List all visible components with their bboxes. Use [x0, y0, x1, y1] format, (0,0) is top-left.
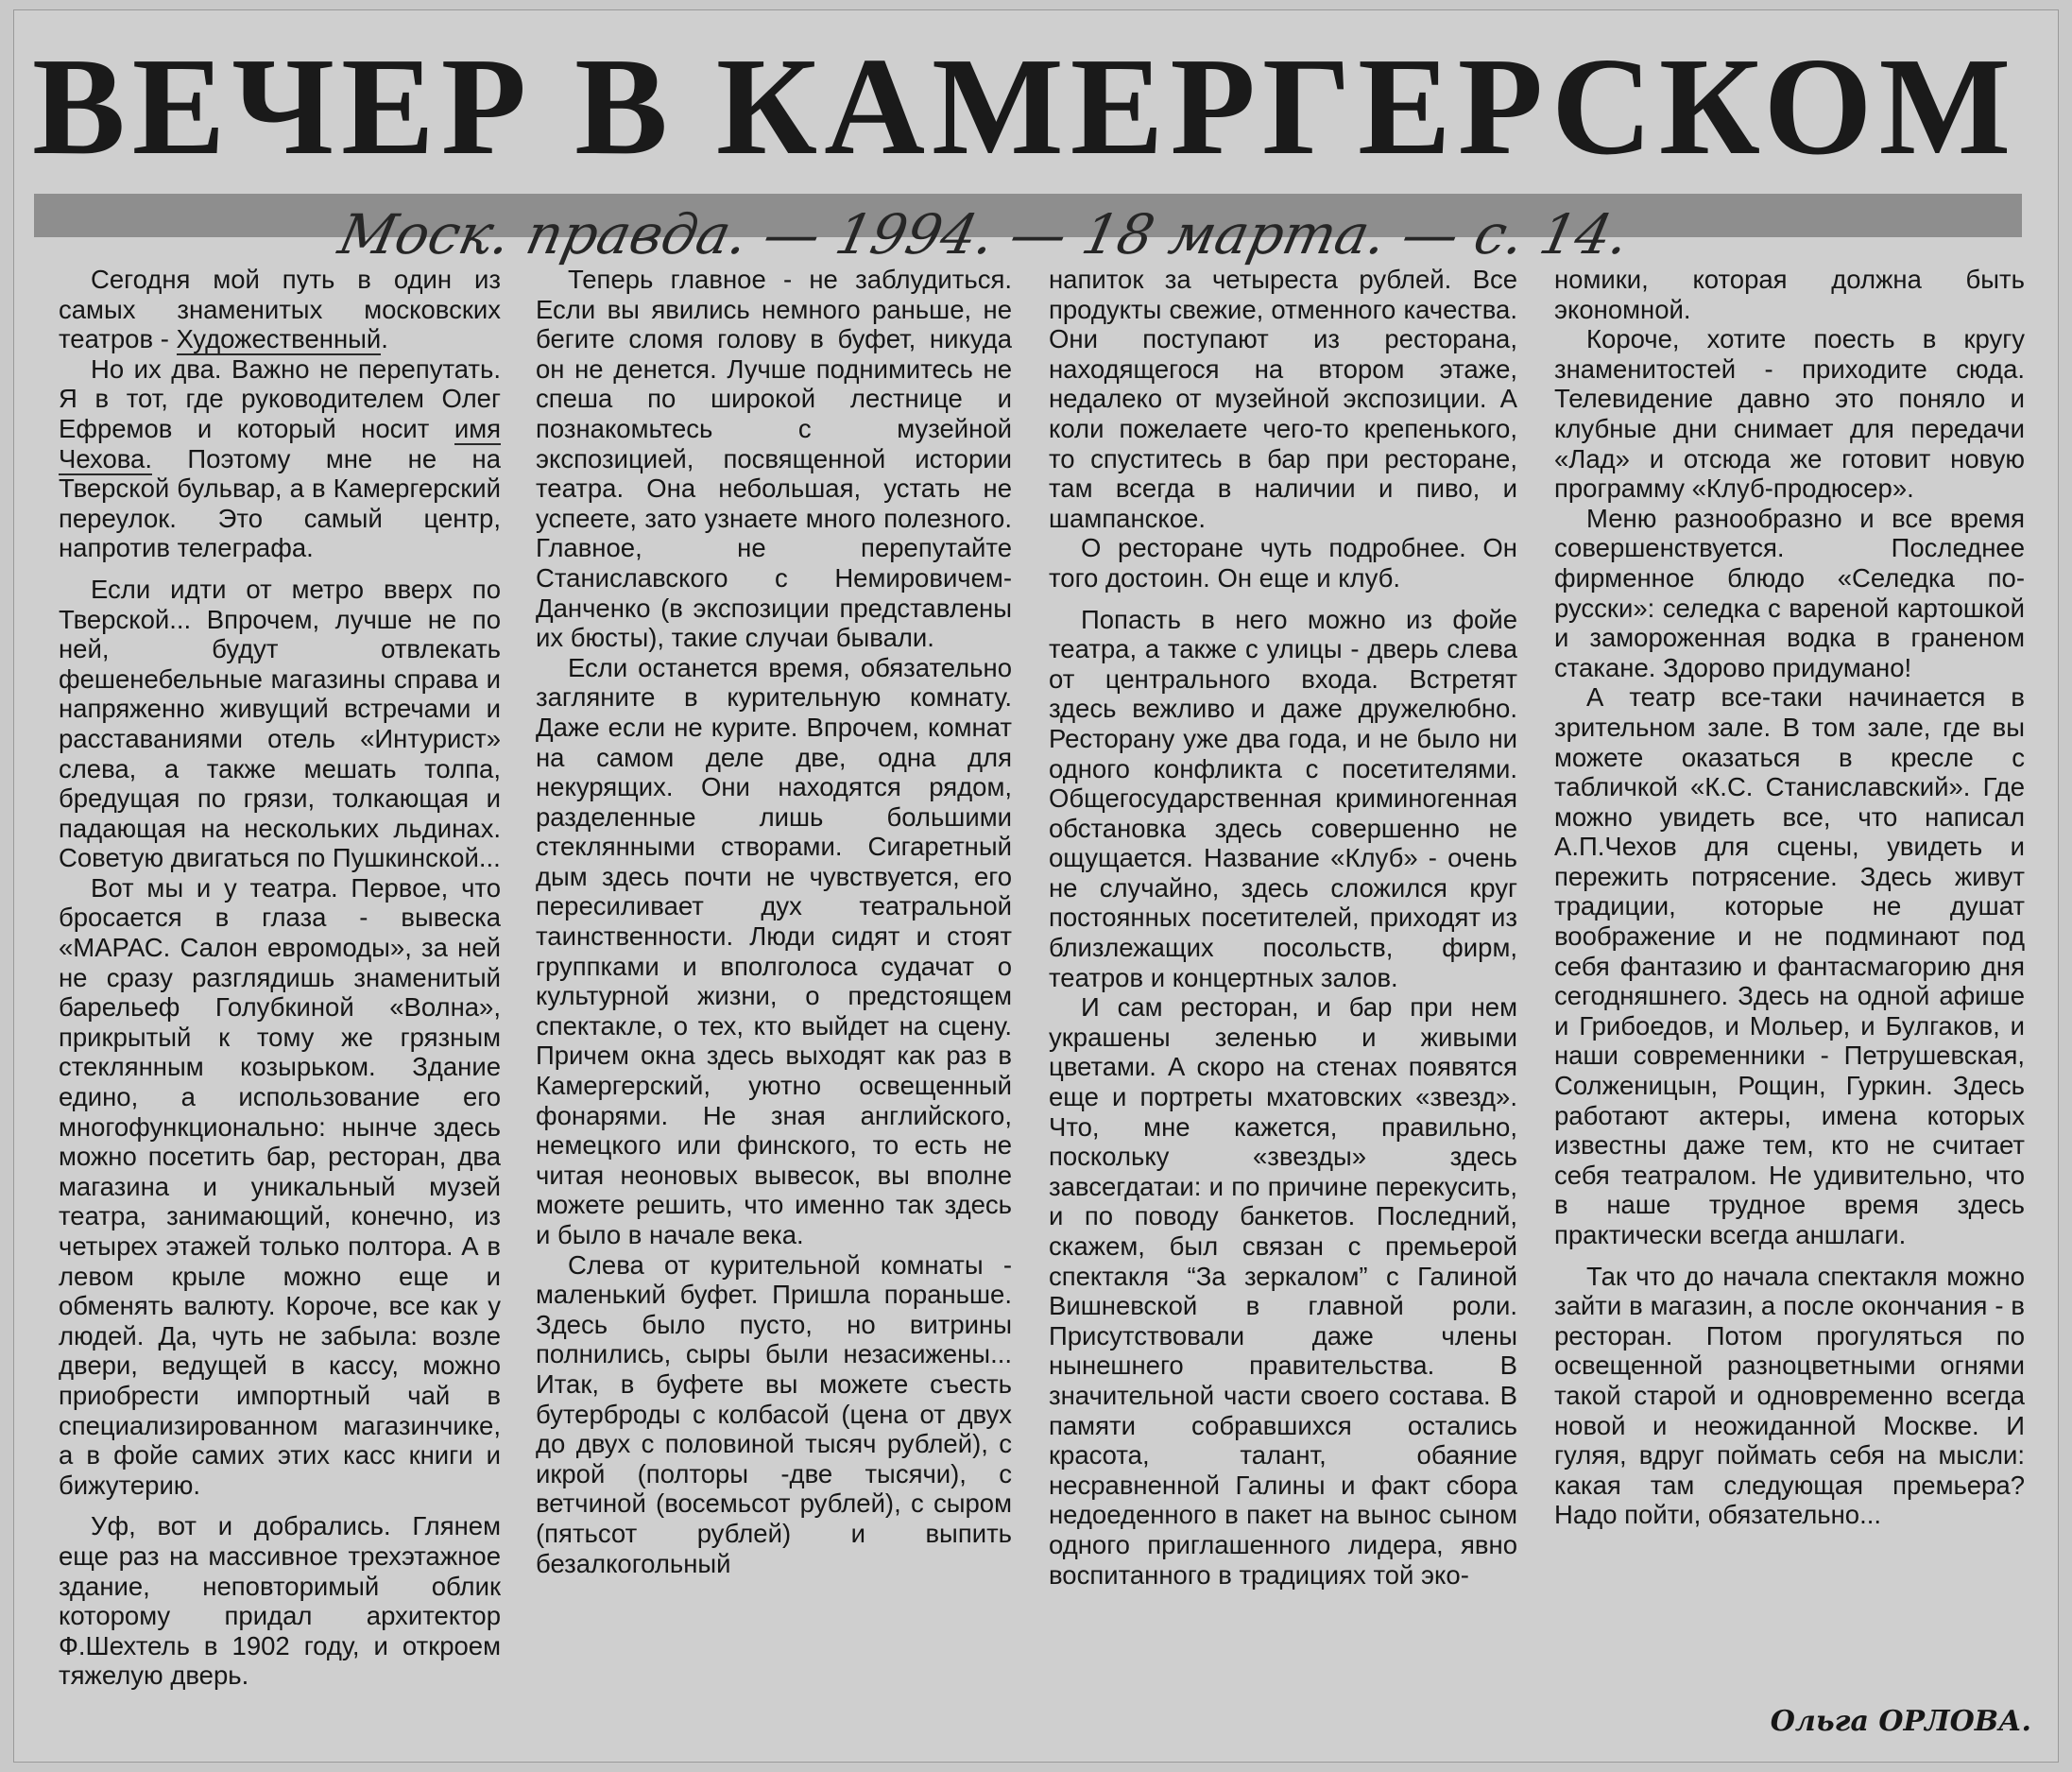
paragraph-text: напиток за четыреста рублей. Все продукты свежие, отменного качества. Они поступают из ресторана, находящегося на втором этаже, недалеко от музейной экспозиции. А коли пожелаете чего-то крепенького, то спуститесь в бар при ресторане, там всегда в наличии и пиво, и шампанское. [1049, 265, 1517, 533]
article-paragraph [1049, 992, 1517, 1590]
article-paragraph [1554, 504, 2025, 683]
article-column-4 [1554, 265, 2025, 1734]
paragraph-text: Если останется время, обязательно загляните в курительную комнату. Даже если не курите. Впрочем, комнат на самом деле две, одна для некурящих. Они находятся рядом, разделенные лишь большими стеклянными створами. Сигаретный дым здесь почти не чувствуется, его пересиливает дух театральной таинственности. Люди сидят и стоят группками и вполголоса судачат о культурной жизни, о предстоящем спектакле, о тех, кто выйдет на сцену. Причем окна здесь выходят как раз в Камергерский, уютно освещенный фонарями. Не зная английского, немецкого или финского, то есть не читая неоновых вывесок, вы вполне можете решить, что именно так здесь и было в начале века. [536, 652, 1012, 1249]
article-paragraph [1554, 265, 2025, 324]
paragraph-text: А театр все-таки начинается в зрительном зале. В том зале, где вы можете оказаться в кресле с табличкой «К.С. Станиславский». Где можно увидеть все, что написал А.П.Чехов для сцены, увидеть и пережить потрясение. Здесь живут традиции, которые не душат воображение и не подминают под себя фантазию и фантасмагорию дня сегодняшнего. Здесь на одной афише и Грибоедов, и Мольер, и Булгаков, и наши современники - Петрушевская, Солженицын, Рощин, Гуркин. Здесь работают актеры, имена которых известны даже тем, кто не считает себя театралом. Не удивительно, что в наше трудное время здесь практически всегда аншлаги. [1554, 682, 2025, 1249]
paragraph-text: И сам ресторан, и бар при нем украшены зеленью и живыми цветами. А скоро на стенах появятся еще и портреты мхатовских «звезд». Что, мне кажется, правильно, поскольку «звезды» здесь завсегдатаи: и по причине перекусить, и по поводу банкетов. Последний, скажем, был связан с премьерой спектакля “За зеркалом” с Галиной Вишневской в главной роли. Присутствовали даже члены нынешнего правительства. В значительной части своего состава. В памяти собравшихся остались красота, талант, обаяние несравненной Галины и факт сбора недоеденного в пакет на вынос сыном одного приглашенного лидера, явно воспитанного в традициях той эко- [1049, 992, 1517, 1590]
article-paragraph [59, 265, 501, 354]
article-paragraph [1554, 1262, 2025, 1530]
article-paragraph [536, 653, 1012, 1250]
article-column-2 [536, 265, 1012, 1734]
article-paragraph [536, 265, 1012, 653]
handwritten-source-note: Моск. правда. — 1994. — 18 марта. — с. 14. [333, 202, 1635, 267]
paragraph-text: Меню разнообразно и все время совершенствуется. Последнее фирменное блюдо «Селедка по-русски»: селедка с вареной картошкой и замороженная водка в граненом стакане. Здорово придумано! [1554, 503, 2025, 682]
article-column-3 [1049, 265, 1517, 1734]
article-paragraph [1049, 533, 1517, 593]
article-paragraph [536, 1250, 1012, 1579]
article-paragraph [1049, 265, 1517, 533]
paragraph-text: Вот мы и у театра. Первое, что бросается в глаза - вывеска «МАРАС. Салон евромоды», за ней не сразу разглядишь знаменитый барельеф Голубкиной «Волна», прикрытый к тому же грязным стеклянным козырьком. Здание едино, а использование его многофункционально: нынче здесь можно посетить бар, ресторан, два магазина и уникальный музей театра, занимающий, конечно, из четырех этажей только полтора. А в левом крыле можно еще и обменять валюту. Короче, все как у людей. Да, чуть не забыла: возле двери, ведущей в кассу, можно приобрести импортный чай в специализированном магазинчике, а в фойе самих этих касс книги и бижутерию. [59, 872, 501, 1500]
headline: ВЕЧЕР В КАМЕРГЕРСКОМ [32, 29, 2018, 184]
article-paragraph [59, 575, 501, 873]
paragraph-text: Уф, вот и добрались. Глянем еще раз на массивное трехэтажное здание, неповторимый облик которому придал архитектор Ф.Шехтель в 1902 году, и откроем тяжелую дверь. [59, 1511, 501, 1691]
article-paragraph [1554, 682, 2025, 1249]
underlined-text: Художественный [176, 324, 382, 354]
paragraph-text: номики, которая должна быть экономной. [1554, 265, 2025, 324]
paragraph-text: Сегодня мой путь в один из самых знаменитых московских театров - [59, 265, 501, 354]
paragraph-text: Если идти от метро вверх по Тверской... Впрочем, лучше не по ней, будут отвлекать фешенебельные магазины справа и напряженно живущий встречами и расставаниями отель «Интурист» слева, а также мешать толпа, бредущая по грязи, толкающая и падающая на нескольких льдинах. Советую двигаться по Пушкинской... [59, 574, 501, 873]
paragraph-text: Но их два. Важно не перепутать. Я в тот, где руководителем Олег Ефремов и который носит [59, 353, 501, 443]
paragraph-text: Попасть в него можно из фойе театра, а также с улицы - дверь слева от центрального входа. Встретят здесь вежливо и даже дружелюбно. Ресторану уже два года, и не было ни одного конфликта с посетителями. Общегосударственная криминогенная обстановка здесь совершенно не ощущается. Название «Клуб» - очень не случайно, здесь сложился круг постоянных посетителей, приходят из близлежащих посольств, фирм, театров и концертных залов. [1049, 604, 1517, 992]
paragraph-text: О ресторане чуть подробнее. Он того достоин. Он еще и клуб. [1049, 533, 1517, 593]
author-signature: Ольга ОРЛОВА. [1770, 1705, 2031, 1738]
article-column-1 [59, 265, 501, 1734]
paragraph-text: Короче, хотите поесть в кругу знаменитостей - приходите сюда. Телевидение давно это поняло и клубные дни снимает для передачи «Лад» и отсюда же готовит новую программу «Клуб-продюсер». [1554, 324, 2025, 504]
paragraph-text: Теперь главное - не заблудиться. Если вы явились немного раньше, не бегите сломя голову в буфет, никуда он не денется. Лучше поднимитесь не спеша по широкой лестнице и познакомьтесь с музейной экспозицией, посвященной истории театра. Она небольшая, устать не успеете, зато узнаете много полезного. Главное, не перепутайте Станиславского с Немировичем-Данченко (в экспозиции представлены их бюсты), такие случаи бывали. [536, 265, 1012, 653]
article-paragraph [1049, 605, 1517, 993]
article-paragraph [59, 873, 501, 1500]
article-paragraph [1554, 324, 2025, 504]
paragraph-text: . [381, 324, 388, 354]
paragraph-text: Слева от курительной комнаты - маленький буфет. Пришла пораньше. Здесь было пусто, но витрины полнились, сыры были незасижены... Итак, в буфете вы можете съесть бутерброды с колбасой (цена от двух до двух с половиной тысяч рублей), с икрой (полторы -две тысячи), с ветчиной (восемьсот рублей), с сыром (пятьсот рублей) и выпить безалкогольный [536, 1249, 1012, 1578]
paragraph-text: Поэтому мне не на Тверской бульвар, а в Камергерский переулок. Это самый центр, напротив телеграфа. [59, 443, 501, 563]
article-paragraph [59, 354, 501, 563]
paragraph-text: Так что до начала спектакля можно зайти в магазин, а после окончания - в ресторан. Потом прогуляться по освещенной разноцветными огнями такой старой и одновременно всегда новой и неожиданной Москве. И гуляя, вдруг поймать себя на мысли: какая там следующая премьера? Надо пойти, обязательно... [1554, 1261, 2025, 1530]
article-paragraph [59, 1511, 501, 1691]
underlined-text: имя Чехова. [59, 413, 501, 473]
